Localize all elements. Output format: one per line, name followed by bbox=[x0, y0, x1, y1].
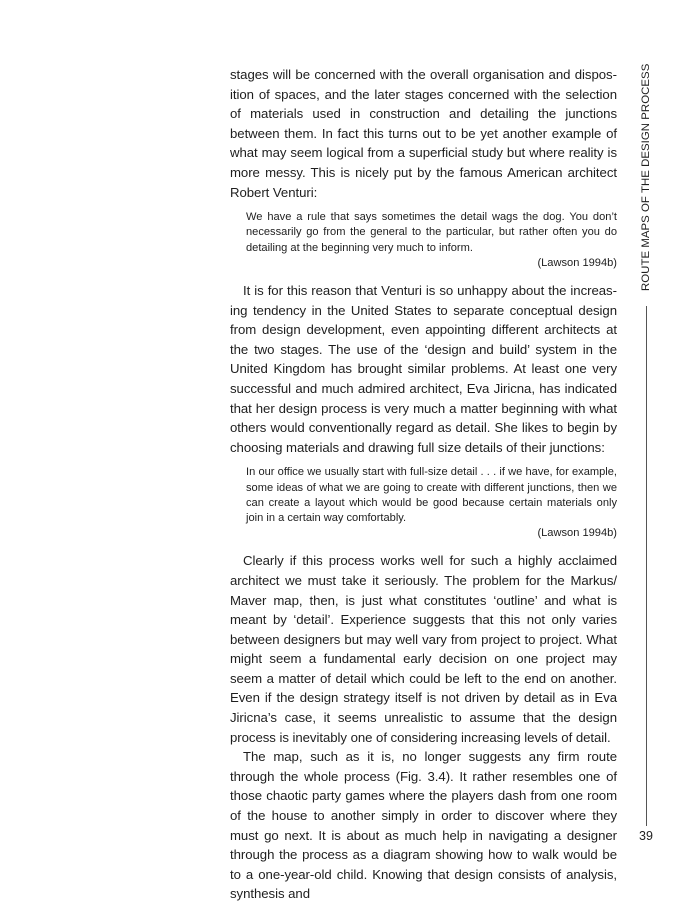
citation-1: (Lawson 1994b) bbox=[537, 256, 617, 269]
paragraph-2: It is for this reason that Venturi is so unhappy about the increasing tendency in the United States to separate conceptual design from design development, even appointing different architects at the two stages. The use of the ‘design and build’ system in the United Kingdom has brought similar problems. At least one very successful and much admired architect, Eva Jiricna, has indicated that her design process is very much a matter beginning with what others would conventionally regard as detail. She likes to begin by choosing materials and drawing full size details of their junctions: bbox=[230, 282, 617, 455]
body-text bbox=[230, 65, 617, 904]
running-head-column bbox=[639, 63, 653, 826]
running-head-rule bbox=[646, 306, 647, 826]
paragraph-4: The map, such as it is, no longer suggests any firm route through the whole process (Fig. 3.4). It rather resembles one of those chaotic party games where the players dash from one room of the house to another simply in order to discover where they must go next. It is about as much help in navigating a designer through the process as a diagram showing how to walk would be to a one-year-old child. Knowing that design consists of analysis, synthesis and bbox=[230, 749, 617, 902]
running-head: ROUTE MAPS OF THE DESIGN PROCESS bbox=[640, 63, 652, 291]
paragraph-1: stages will be concerned with the overall organisation and disposition of spaces, and the later stages concerned with the selection of materials used in construction and detailing the junctions between them. In fact this turns out to be yet another example of what may seem logical from a superficial study but where reality is more messy. This is nicely put by the famous American architect Robert Venturi: bbox=[230, 67, 617, 200]
citation-2: (Lawson 1994b) bbox=[537, 527, 617, 540]
block-quote-1: We have a rule that says sometimes the detail wags the dog. You don’t necessarily go from the general to the particular, but rather often you do detailing at the beginning very much to inform. bbox=[246, 211, 617, 254]
paragraph-3: Clearly if this process works well for such a highly acclaimed architect we must take it seriously. The problem for the Markus/ Maver map, then, is just what constitutes ‘outline’ and what is meant by ‘detail’. Experience suggests that this not only varies between designers but may well vary from project to project. What might seem a fundamental early decision on one project may seem a matter of detail which could be left to the end on another. Even if the design strategy itself is not driven by detail as in Eva Jiricna’s case, it seems unrealistic to assume that the design process is inevitably one of considering increasing levels of detail. bbox=[230, 553, 617, 745]
page-number: 39 bbox=[639, 829, 653, 843]
block-quote-2: In our office we usually start with full-size detail . . . if we have, for example, some ideas of what we are going to create with different junctions, then we can create a layout which would be good because certain materials only join in a certain way comfortably. bbox=[246, 466, 617, 524]
